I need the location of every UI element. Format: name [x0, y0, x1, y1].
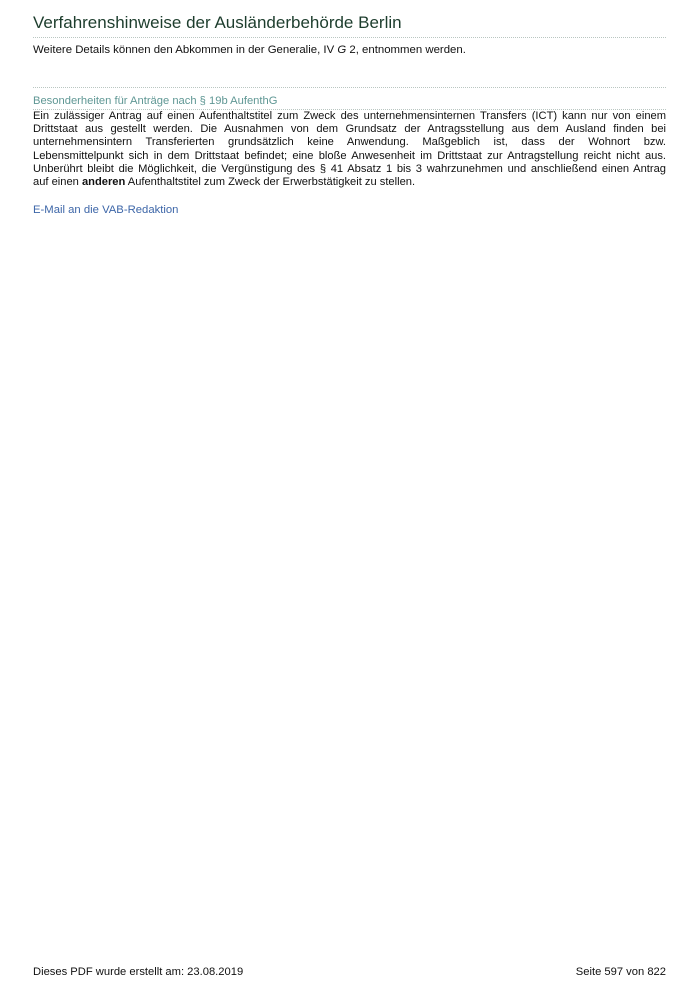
page-title: Verfahrenshinweise der Ausländerbehörde Berlin	[33, 13, 402, 32]
section-body	[33, 110, 666, 189]
section-body-line: unternehmensintern Transferierten grundsätzlich keine Anwendung. Maßgeblich ist, dass der Wohnort bzw.	[33, 136, 666, 149]
section-body-line: Unberührt bleibt die Möglichkeit, die Vergünstigung des § 41 Absatz 1 bis 3 wahrzunehmen und anschließend einen Antrag	[33, 162, 666, 175]
section-body-line: Drittstaat aus gestellt werden. Die Ausnahmen von dem Grundsatz der Antragsstellung aus dem Ausland finden bei	[33, 123, 666, 136]
intro-paragraph	[33, 44, 466, 56]
title-divider	[33, 37, 666, 38]
section-top-divider	[33, 87, 666, 88]
intro-text-end: 2, entnommen werden.	[346, 44, 466, 56]
section-body-line: Ein zulässiger Antrag auf einen Aufenthaltstitel zum Zweck des unternehmensinternen Transfers (ICT) kann nur von einem	[33, 110, 666, 122]
section-body-line: Lebensmittelpunkt sich in dem Drittstaat befindet; eine bloße Anwesenheit im Drittstaat zur Antragstellung reicht nicht aus.	[33, 149, 666, 162]
last-line-start: auf einen	[33, 176, 82, 189]
intro-italic-letter: G	[337, 44, 347, 56]
last-line-bold-word: anderen	[81, 176, 126, 189]
section-body-last-line	[33, 176, 666, 189]
footer-created-date: Dieses PDF wurde erstellt am: 23.08.2019	[33, 966, 244, 978]
footer-page-number: Seite 597 von 822	[575, 966, 666, 978]
last-line-end: Aufenthaltstitel zum Zweck der Erwerbstätigkeit zu stellen.	[125, 176, 416, 189]
section-heading: Besonderheiten für Anträge nach § 19b AufenthG	[33, 95, 278, 107]
email-editorial-link[interactable]: E-Mail an die VAB-Redaktion	[33, 204, 179, 216]
intro-text-start: Weitere Details können den Abkommen in der Generalie, IV	[33, 44, 338, 56]
